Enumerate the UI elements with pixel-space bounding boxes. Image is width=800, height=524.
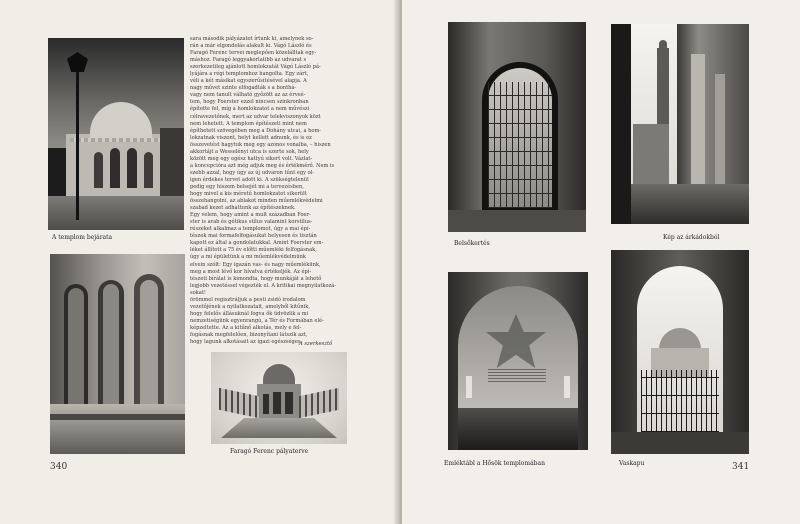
body-text-line: nemzetiségünk egyenrangú, a Tér és Formában elé- — [190, 317, 324, 324]
body-text-line: képzeltette. Az a kitűnő alkotás, mely e fel- — [190, 324, 302, 331]
body-text-line: legjobb vezetéssel végezték el. A kritikai megnyilatkozá- — [190, 282, 337, 289]
body-text-line: hogy lagunk alkotásait az igazi egészséges. — [190, 339, 303, 346]
caption-memorial: Emléktábl a Hősök templomában — [444, 460, 545, 467]
page-number-right: 341 — [732, 462, 750, 472]
body-text-line: meg a most lévő kor hívatva értékeljék. Az épí- — [190, 268, 312, 275]
body-text-line: Egy velem, hogy amint a mult században Foer- — [190, 212, 311, 219]
body-text-line: sokat! — [190, 289, 206, 296]
body-text-line: vezetőjének a nyilatkozatait, amelyből kitűnik, — [190, 303, 310, 310]
body-text-line: lokzatnak viszont, helyt kellett adnunk, és is ez — [190, 134, 312, 141]
body-text-line: ster is arab és gótikus stílus valamint korstílus- — [190, 219, 313, 226]
photo-courtyard-gate — [448, 22, 586, 232]
body-text-line: hogy mivel a kis méretű homlokzatot sikerült — [190, 191, 307, 198]
caption-competition-plan: Faragó Ferenc pályaterve — [230, 448, 309, 455]
left-page — [0, 0, 398, 524]
body-text-line: tészeti bírálat is kimondta, hogy munkáját a lehető — [190, 275, 322, 282]
body-text-line: rán a már elgondolás alakult ki. Vágó László és — [190, 43, 312, 50]
body-text-line: a koncepcióra azt még adjuk meg és értékmérő. Nem is — [190, 162, 335, 169]
body-text-line: hogy felelős állásuknál fogva ők üdvözlik a mi — [190, 310, 309, 317]
body-text-line: véli a két másikat egyszerűsítésével alapja. A — [190, 78, 307, 85]
right-page — [402, 0, 800, 524]
caption-courtyard: Belsőkertés — [454, 240, 490, 247]
body-text-line: építhetett szövegében meg a Dohány utcai, a hom- — [190, 127, 321, 134]
body-text-line: sara második pályázatot írtunk ki, amelynek so- — [190, 36, 314, 42]
body-text-line: szabad kezet adhattunk az építészeknek. — [190, 205, 296, 212]
caption-temple-entrance: A templom bejárata — [52, 234, 113, 241]
drawing-competition-plan — [211, 352, 347, 444]
article-signature: A szerkesztő — [299, 341, 333, 347]
body-text-line: célravezetőnek, mert az udvar telekviszonyok közt — [190, 113, 321, 120]
caption-gate: Vaskapu — [619, 460, 645, 467]
photo-memorial-interior — [448, 272, 588, 450]
photo-iron-gate — [611, 250, 749, 454]
body-text-line: igen érdekes tervet adott ki. A szükségtelenül — [190, 176, 309, 183]
body-text-line: elvein szólt: Egy igazán vas- és nagy műemlékünk, — [190, 261, 321, 268]
photo-arcade-view — [611, 24, 749, 224]
body-text-line: összehangolni, az ablakot minden műemlékvédelmi — [190, 198, 323, 205]
body-text-line: fogásnak megfelelően, bizonyítani látszik azt, — [190, 331, 308, 338]
body-text-line: máshoz. Faragó leggyakorlatibb az udvarat s — [190, 57, 307, 64]
body-text-line: szerkezetileg ajánlott homlokzatát Vágó László pá- — [190, 64, 321, 71]
body-text-line: nagy művet szinte elfogadták s a bonthá- — [190, 85, 297, 92]
page-number-left: 340 — [50, 462, 68, 472]
body-text-line: tem, hogy Foerster ezzel nincsen szinkronban — [190, 99, 309, 106]
body-text-line: vagy nem tanult válható győzött az az érveé- — [190, 92, 306, 99]
body-text-line: pedig egy hiszem belsejét mi a tervezésben, — [190, 183, 304, 190]
photo-temple-entrance — [48, 38, 184, 230]
article-body-text — [190, 36, 348, 346]
body-text-line: építette fel, míg a homlokzatot a nem művészi — [190, 106, 310, 113]
caption-arcade: Kép az árkádokból — [663, 234, 720, 241]
body-text-line: lyájára a régi templomhoz hangolta. Egy zárt, — [190, 71, 309, 78]
body-text-line: akkortájt a Wesselényi utca is szerte sok, hely — [190, 148, 309, 155]
body-text-line: között meg egy egész hattyú sikert volt. Vázlat- — [190, 155, 313, 162]
photo-arcade-arches — [50, 254, 185, 454]
body-text-line: tészek mai formafelfogásukat helyesen és tisztán — [190, 233, 317, 240]
body-text-line: részeket alkalmaz a templomot, úgy a mai épí- — [190, 226, 311, 233]
body-text-line: szebb azzal, hogy úgy az új udvaron tűnt egy ol- — [190, 169, 315, 176]
body-text-line: összevetést hagytuk meg egy azonos vonalba, – hiszen — [190, 141, 331, 148]
body-text-line: léket állított a 75 év előtti műemléki felfogásnak, — [190, 247, 317, 254]
body-text-line: kapott ez által a gondolatukkal. Amint Foerster em- — [190, 240, 324, 247]
body-text-line: örömmel regisztráljuk a pesti zsidó irodalom — [190, 296, 306, 303]
body-text-line: nem lehetett. A templom építészeti mint nem — [190, 120, 307, 127]
body-text-line: Faragó Ferenc tervei meglepően közelálltak egy- — [190, 50, 317, 57]
body-text-line: úgy a mi épületünk a mi műemlékvédelmünk — [190, 254, 306, 261]
